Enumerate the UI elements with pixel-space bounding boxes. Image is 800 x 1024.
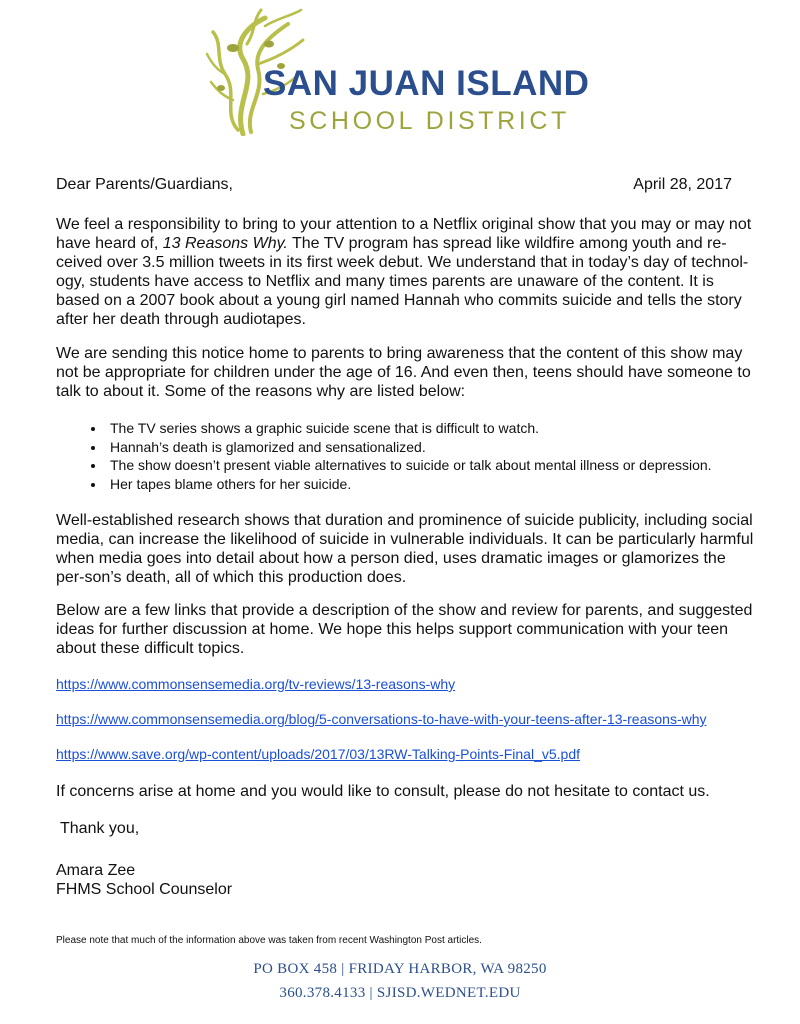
link-commonsense-conversations[interactable]: https://www.commonsensemedia.org/blog/5-conversations-to-have-with-your-teens-after-13-reasons-why: [56, 711, 707, 727]
paragraph-concerns: If concerns arise at home and you would like to consult, please do not hesitate to contact us.: [56, 783, 710, 800]
list-item: • Her tapes blame others for her suicide.: [106, 475, 786, 494]
logo-district-name: SAN JUAN ISLAND: [263, 64, 590, 103]
letter-date: April 28, 2017: [633, 176, 732, 193]
intro-text-start: We feel a responsibility to bring to your attention to a Netflix original show that you may or may not have heard of,: [56, 216, 752, 252]
paragraph-research: Well-established research shows that duration and prominence of suicide publicity, including social media, can increase the likelihood of suicide in vulnerable individuals. It can be particularly harmful when media goes into detail about how a person died, uses dramatic images or glamorizes the per-son’s death, all of which this production does.: [56, 512, 754, 586]
footer-address: PO BOX 458 | FRIDAY HARBOR, WA 98250: [253, 961, 547, 977]
letter-salutation: Dear Parents/Guardians,: [56, 176, 233, 193]
paragraph-intro: [56, 215, 756, 329]
district-logo: [203, 4, 593, 136]
letter-closing: Thank you,: [60, 820, 140, 837]
signer-name: Amara Zee: [56, 862, 136, 879]
intro-text-end: The TV program has spread like wildfire among youth and re-ceived over 3.5 million tweets in its first week debut. We understand that in today’s day of technol-ogy, students have access to Netflix and many times parents are unaware of the content. It is based on a 2007 book about a young girl named Hannah who commits suicide and tells the story after her death through audiotapes.: [56, 235, 749, 328]
footer-contact: 360.378.4133 | SJISD.WEDNET.EDU: [279, 985, 521, 1001]
paragraph-links-intro: Below are a few links that provide a description of the show and review for parents, and suggested ideas for further discussion at home. We hope this helps support communication with your teen about these difficult topics.: [56, 602, 753, 657]
list-item: • Hannah’s death is glamorized and sensationalized.: [106, 438, 786, 457]
paragraph-notice: We are sending this notice home to parents to bring awareness that the content of this show may not be appropriate for children under the age of 16. And even then, teens should have someone to talk to about it. Some of the reasons why are listed below:: [56, 345, 751, 400]
logo-district-subtitle: SCHOOL DISTRICT: [289, 107, 570, 135]
list-item: • The show doesn’t present viable alternatives to suicide or talk about mental illness or depression.: [106, 456, 786, 475]
source-note: Please note that much of the information above was taken from recent Washington Post articles.: [56, 935, 482, 946]
list-item: • The TV series shows a graphic suicide scene that is difficult to watch.: [106, 419, 786, 438]
link-save-talking-points[interactable]: https://www.save.org/wp-content/uploads/2017/03/13RW-Talking-Points-Final_v5.pdf: [56, 746, 580, 762]
link-commonsense-review[interactable]: https://www.commonsensemedia.org/tv-reviews/13-reasons-why: [56, 676, 456, 692]
show-title: 13 Reasons Why.: [162, 235, 288, 252]
signer-title: FHMS School Counselor: [56, 881, 233, 898]
reasons-list: [88, 419, 786, 493]
